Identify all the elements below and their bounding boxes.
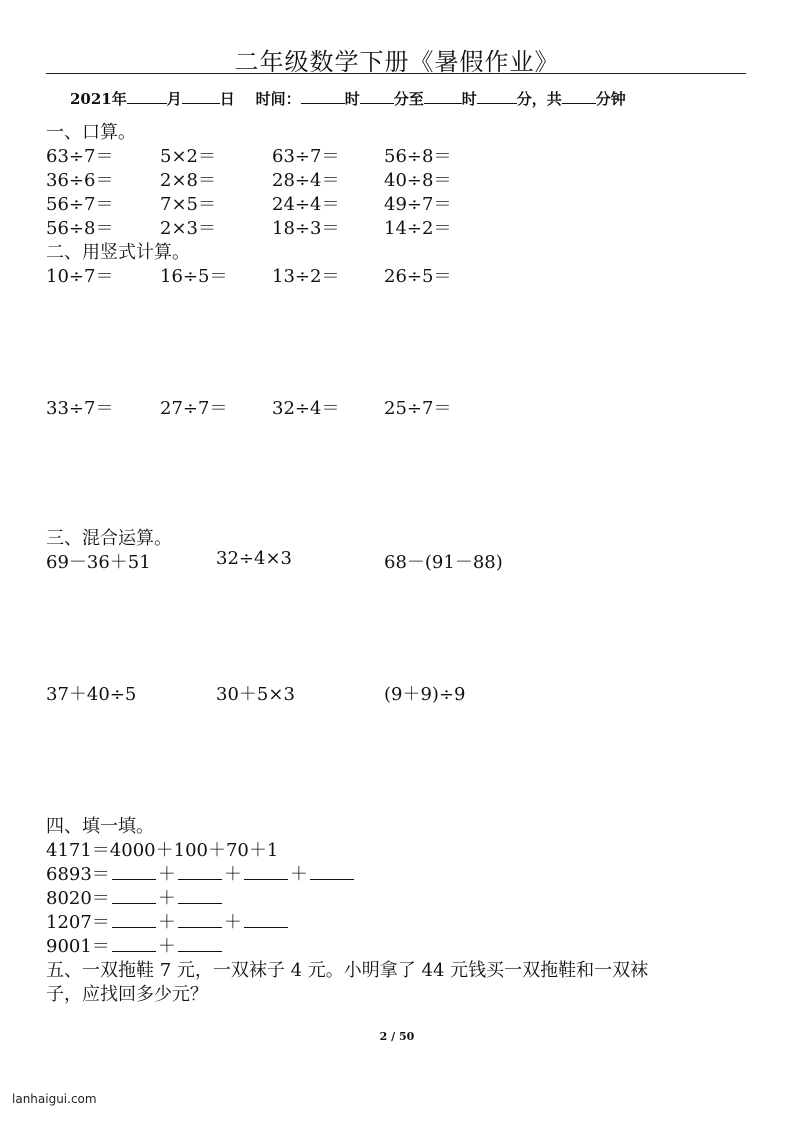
vertical-calc-problem-1-3: 13÷2＝ bbox=[272, 266, 340, 287]
oral-calc-problem-1-1: 63÷7＝ bbox=[46, 146, 114, 167]
minute-to-label: 分至 bbox=[393, 90, 424, 108]
plus-sign: ＋ bbox=[157, 864, 176, 885]
mixed-calc-problem-2-3: (9＋9)÷9 bbox=[384, 684, 466, 705]
mixed-calc-problem-1-1: 69－36＋51 bbox=[46, 552, 151, 573]
end-hour-blank[interactable] bbox=[424, 89, 462, 104]
time-label: 时间： bbox=[255, 90, 301, 108]
answer-blank[interactable] bbox=[178, 911, 222, 928]
oral-calc-problem-4-1: 56÷8＝ bbox=[46, 218, 114, 239]
total-minutes-blank[interactable] bbox=[562, 89, 596, 104]
day-label: 日 bbox=[219, 90, 235, 108]
plus-sign: ＋ bbox=[223, 912, 242, 933]
oral-calc-problem-1-3: 63÷7＝ bbox=[272, 146, 340, 167]
answer-blank[interactable] bbox=[244, 911, 288, 928]
oral-calc-problem-3-3: 24÷4＝ bbox=[272, 194, 340, 215]
hour-label-1: 时 bbox=[344, 90, 360, 108]
fill-in-row bbox=[46, 884, 224, 910]
year-label: 2021年 bbox=[70, 90, 127, 108]
answer-blank[interactable] bbox=[178, 935, 222, 952]
section1-heading: 一、口算。 bbox=[46, 122, 136, 143]
fill-in-row bbox=[46, 932, 224, 958]
vertical-calc-problem-2-2: 27÷7＝ bbox=[160, 398, 228, 419]
oral-calc-problem-2-4: 40÷8＝ bbox=[384, 170, 452, 191]
plus-sign: ＋ bbox=[289, 864, 308, 885]
vertical-calc-problem-2-3: 32÷4＝ bbox=[272, 398, 340, 419]
start-hour-blank[interactable] bbox=[301, 89, 345, 104]
month-label: 月 bbox=[166, 90, 182, 108]
oral-calc-problem-3-2: 7×5＝ bbox=[160, 194, 216, 215]
plus-sign: ＋ bbox=[157, 888, 176, 909]
mixed-calc-problem-1-3: 68－(91－88) bbox=[384, 552, 503, 573]
mixed-calc-problem-1-2: 32÷4×3 bbox=[216, 548, 292, 569]
decomposition-example: 4171＝4000＋100＋70＋1 bbox=[46, 840, 279, 861]
answer-blank[interactable] bbox=[244, 863, 288, 880]
oral-calc-problem-1-2: 5×2＝ bbox=[160, 146, 216, 167]
oral-calc-problem-2-2: 2×8＝ bbox=[160, 170, 216, 191]
answer-blank[interactable] bbox=[112, 935, 156, 952]
answer-blank[interactable] bbox=[178, 887, 222, 904]
oral-calc-problem-4-2: 2×3＝ bbox=[160, 218, 216, 239]
hour-label-2: 时 bbox=[461, 90, 477, 108]
fill-in-number: 6893＝ bbox=[46, 864, 110, 885]
vertical-calc-problem-1-4: 26÷5＝ bbox=[384, 266, 452, 287]
oral-calc-problem-3-4: 49÷7＝ bbox=[384, 194, 452, 215]
oral-calc-problem-3-1: 56÷7＝ bbox=[46, 194, 114, 215]
answer-blank[interactable] bbox=[178, 863, 222, 880]
section3-heading: 三、混合运算。 bbox=[46, 528, 172, 549]
oral-calc-problem-1-4: 56÷8＝ bbox=[384, 146, 452, 167]
title-divider bbox=[46, 73, 746, 74]
fill-in-number: 9001＝ bbox=[46, 936, 110, 957]
fill-in-number: 1207＝ bbox=[46, 912, 110, 933]
plus-sign: ＋ bbox=[223, 864, 242, 885]
mixed-calc-problem-2-2: 30＋5×3 bbox=[216, 684, 295, 705]
minute-total-label: 分，共 bbox=[516, 90, 562, 108]
start-minute-blank[interactable] bbox=[360, 89, 394, 104]
end-minute-blank[interactable] bbox=[477, 89, 517, 104]
oral-calc-problem-2-1: 36÷6＝ bbox=[46, 170, 114, 191]
oral-calc-problem-4-3: 18÷3＝ bbox=[272, 218, 340, 239]
vertical-calc-problem-1-1: 10÷7＝ bbox=[46, 266, 114, 287]
page-number: 2 / 50 bbox=[379, 1030, 415, 1043]
vertical-calc-problem-2-4: 25÷7＝ bbox=[384, 398, 452, 419]
mixed-calc-problem-2-1: 37＋40÷5 bbox=[46, 684, 137, 705]
answer-blank[interactable] bbox=[310, 863, 354, 880]
day-blank[interactable] bbox=[182, 89, 220, 104]
minutes-label: 分钟 bbox=[595, 90, 626, 108]
word-problem-line-1: 五、一双拖鞋 7 元，一双袜子 4 元。小明拿了 44 元钱买一双拖鞋和一双袜 bbox=[46, 960, 649, 981]
fill-in-row bbox=[46, 908, 290, 934]
fill-in-row bbox=[46, 860, 356, 886]
fill-in-number: 8020＝ bbox=[46, 888, 110, 909]
section4-heading: 四、填一填。 bbox=[46, 816, 154, 837]
date-time-header bbox=[70, 88, 626, 109]
answer-blank[interactable] bbox=[112, 887, 156, 904]
site-footer: lanhaigui.com bbox=[12, 1092, 97, 1106]
answer-blank[interactable] bbox=[112, 863, 156, 880]
vertical-calc-problem-2-1: 33÷7＝ bbox=[46, 398, 114, 419]
plus-sign: ＋ bbox=[157, 912, 176, 933]
page-title: 二年级数学下册《暑假作业》 bbox=[234, 48, 560, 76]
vertical-calc-problem-1-2: 16÷5＝ bbox=[160, 266, 228, 287]
section2-heading: 二、用竖式计算。 bbox=[46, 242, 190, 263]
answer-blank[interactable] bbox=[112, 911, 156, 928]
plus-sign: ＋ bbox=[157, 936, 176, 957]
month-blank[interactable] bbox=[127, 89, 167, 104]
oral-calc-problem-4-4: 14÷2＝ bbox=[384, 218, 452, 239]
oral-calc-problem-2-3: 28÷4＝ bbox=[272, 170, 340, 191]
word-problem-line-2: 子，应找回多少元？ bbox=[46, 984, 208, 1005]
